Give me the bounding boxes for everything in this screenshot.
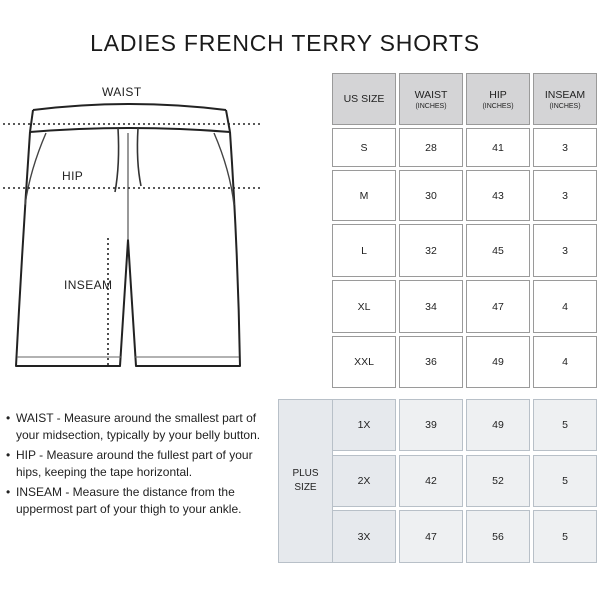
drawstring (115, 128, 119, 192)
header-unit: (INCHES) (415, 102, 447, 110)
plus-table-cell: 42 (399, 455, 463, 507)
header-label: HIP (489, 88, 507, 101)
table-cell: 30 (399, 170, 463, 221)
table-cell: 34 (399, 280, 463, 333)
header-unit: (INCHES) (482, 102, 514, 110)
table-cell: 45 (466, 224, 530, 277)
table-cell: 3 (533, 128, 597, 167)
plus-size-label: PLUS SIZE (278, 399, 333, 563)
table-header-cell (332, 73, 396, 125)
table-cell: 3 (533, 170, 597, 221)
note-inseam: • INSEAM - Measure the distance from the uppermost part of your thigh to your ankle. (6, 484, 271, 517)
plus-table-cell: 2X (332, 455, 396, 507)
plus-table-cell: 56 (466, 510, 530, 563)
plus-table-cell: 49 (466, 399, 530, 451)
header-label: INSEAM (544, 88, 586, 101)
table-cell: L (332, 224, 396, 277)
note-hip: • HIP - Measure around the fullest part of your hips, keeping the tape horizontal. (6, 447, 271, 480)
plus-table-cell: 5 (533, 455, 597, 507)
plus-table-cell: 47 (399, 510, 463, 563)
table-cell: M (332, 170, 396, 221)
table-cell: 4 (533, 336, 597, 388)
header-label: WAIST (414, 88, 448, 101)
table-cell: 32 (399, 224, 463, 277)
waistband-bottom (30, 128, 230, 132)
plus-table-cell: 5 (533, 399, 597, 451)
table-header-cell (399, 73, 463, 125)
table-cell: 43 (466, 170, 530, 221)
plus-table-cell: 52 (466, 455, 530, 507)
table-cell: 4 (533, 280, 597, 333)
plus-table-cell: 1X (332, 399, 396, 451)
waistband-top (33, 104, 226, 110)
table-cell: 36 (399, 336, 463, 388)
table-cell: 49 (466, 336, 530, 388)
plus-table-cell: 5 (533, 510, 597, 563)
hip-label: HIP (62, 169, 84, 183)
table-cell: XL (332, 280, 396, 333)
table-cell: 3 (533, 224, 597, 277)
table-cell: 47 (466, 280, 530, 333)
inseam-label: INSEAM (64, 278, 113, 292)
table-cell: S (332, 128, 396, 167)
header-unit: (INCHES) (549, 102, 581, 110)
measurement-notes (6, 410, 271, 521)
table-cell: 41 (466, 128, 530, 167)
plus-table-cell: 3X (332, 510, 396, 563)
shorts-diagram (0, 0, 270, 390)
note-waist: • WAIST - Measure around the smallest part of your midsection, typically by your belly button. (6, 410, 271, 443)
table-cell: XXL (332, 336, 396, 388)
table-header-cell (533, 73, 597, 125)
page-title: LADIES FRENCH TERRY SHORTS (90, 30, 480, 56)
header-label: US SIZE (343, 93, 385, 105)
waist-label: WAIST (102, 85, 142, 99)
table-header-cell (466, 73, 530, 125)
plus-table-cell: 39 (399, 399, 463, 451)
table-cell: 28 (399, 128, 463, 167)
